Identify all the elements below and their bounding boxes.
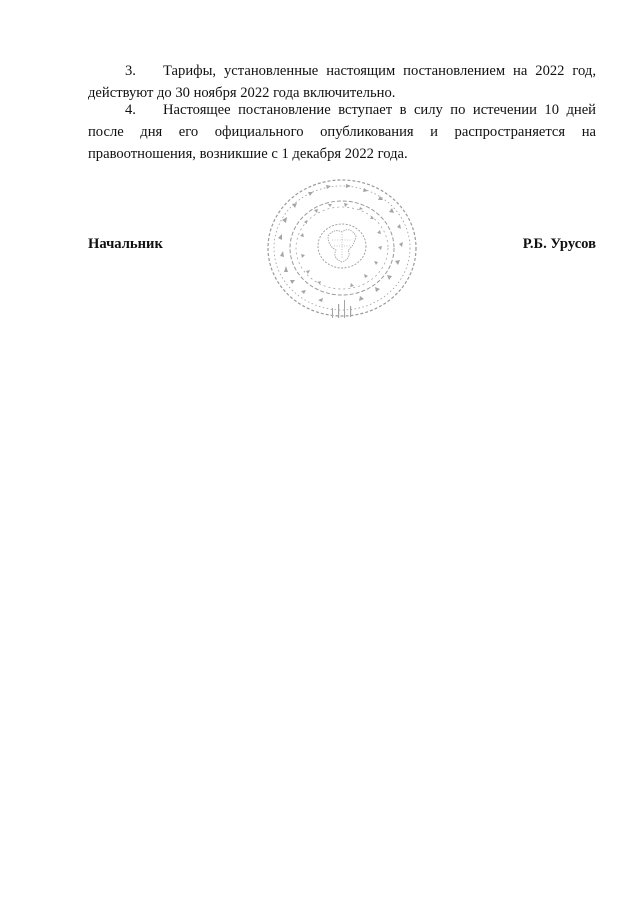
paragraph-text: Настоящее постановление вступает в силу по истечении 10 дней после дня его официального опубликования и распространяется на правоотношения, возникшие с 1 декабря 2022 года.	[88, 102, 596, 162]
signatory-name: Р.Б. Урусов	[522, 236, 596, 252]
paragraph-number: 3.	[125, 63, 136, 79]
paragraph-text: Тарифы, установленные настоящим постановлением на 2022 год, действуют до 30 ноября 2022 года включительно.	[88, 63, 596, 101]
paragraph-number: 4.	[125, 102, 136, 118]
signatory-position: Начальник	[88, 236, 163, 252]
paragraph-4	[88, 99, 596, 165]
signature-block	[88, 236, 596, 258]
paragraph-3	[88, 60, 596, 104]
